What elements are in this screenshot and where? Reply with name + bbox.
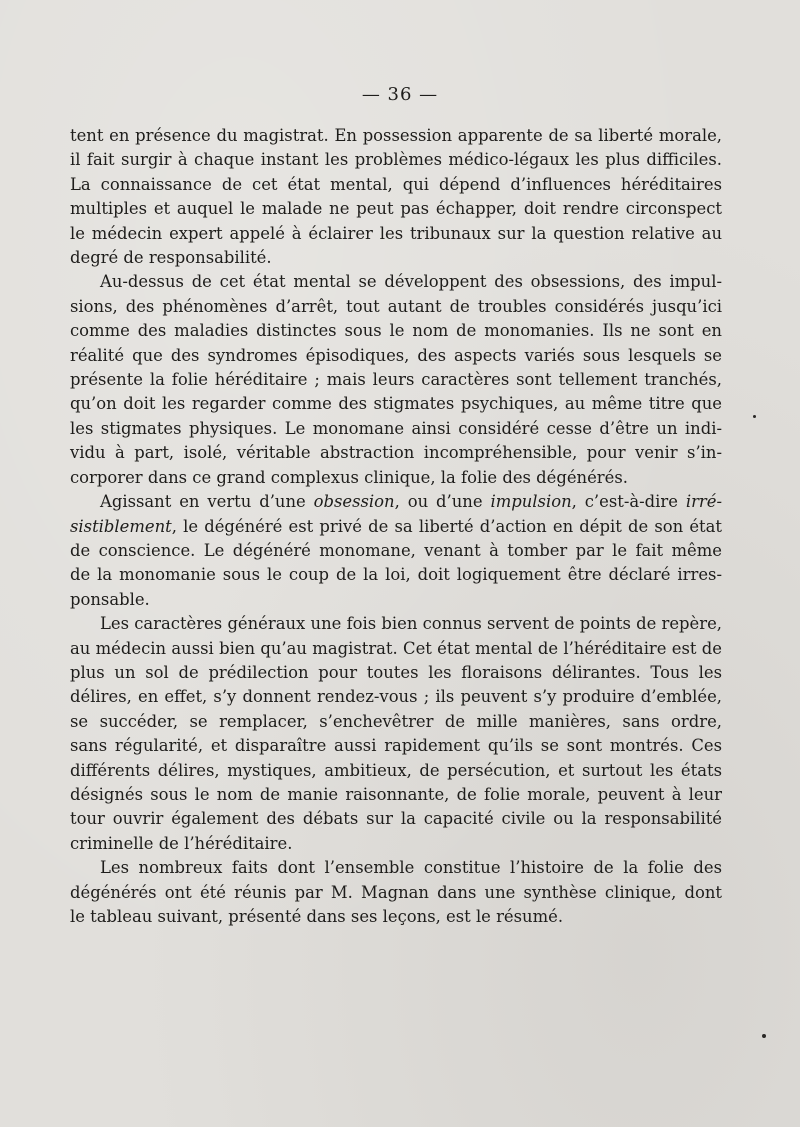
text-line: se succéder, se remplacer, s’enchevêtrer de mille manières, sans ordre, xyxy=(70,711,722,731)
text-line: il fait surgir à chaque instant les problèmes médico-légaux les plus difficiles. xyxy=(70,150,722,170)
text-run: , c’est-à-dire xyxy=(571,492,686,512)
text-line: présente la folie héréditaire ; mais leurs caractères sont tellement tranchés, xyxy=(70,370,722,390)
italic-run: sistiblement xyxy=(70,516,172,536)
text-line: réalité que des syndromes épisodiques, des aspects variés sous lesquels se xyxy=(70,345,722,365)
text-line: sions, des phénomènes d’arrêt, tout autant de troubles considérés jusqu’ici xyxy=(70,296,722,316)
text-line: plus un sol de prédilection pour toutes les floraisons délirantes. Tous les xyxy=(70,662,722,682)
text-line xyxy=(70,515,722,539)
text-run: , ou d’une xyxy=(394,492,491,512)
italic-run: obsession xyxy=(313,492,395,512)
text-line: vidu à part, isolé, véritable abstraction incompréhensible, pour venir s’in- xyxy=(70,443,722,463)
text-line: le médecin expert appelé à éclairer les tribunaux sur la question relative au xyxy=(70,223,722,243)
text-line: différents délires, mystiques, ambitieux, de persécution, et surtout les états xyxy=(70,760,722,780)
text-line: sans régularité, et disparaître aussi rapidement qu’ils se sont montrés. Ces xyxy=(70,736,722,756)
text-line: tent en présence du magistrat. En possession apparente de sa liberté morale, xyxy=(70,126,722,145)
text-line: tour ouvrir également des débats sur la capacité civile ou la responsabilité xyxy=(70,809,722,829)
text-line: dégénérés ont été réunis par M. Magnan dans une synthèse clinique, dont xyxy=(70,882,722,902)
paragraph xyxy=(70,856,722,929)
ink-speck xyxy=(753,415,756,418)
text-line: corporer dans ce grand complexus clinique, la folie des dégénérés. xyxy=(70,467,628,487)
paragraph xyxy=(70,490,722,612)
text-line: désignés sous le nom de manie raisonnante, de folie morale, peuvent à leur xyxy=(70,784,722,804)
text-line: au médecin aussi bien qu’au magistrat. Cet état mental de l’héréditaire est de xyxy=(70,638,722,658)
text-line xyxy=(70,490,722,514)
text-line: Les caractères généraux une fois bien connus servent de points de repère, xyxy=(100,614,722,634)
page-number: — 36 — xyxy=(361,84,439,105)
ink-speck xyxy=(762,1034,766,1038)
text-line xyxy=(70,539,722,563)
text-run: de conscience. Le dégénéré monomane, venant à tomber par le fait même xyxy=(70,540,722,560)
paragraph xyxy=(70,270,722,490)
text-line: criminelle de l’héréditaire. xyxy=(70,833,293,853)
text-line: multiples et auquel le malade ne peut pas échapper, doit rendre circonspect xyxy=(70,199,722,219)
paragraph xyxy=(70,612,722,856)
italic-run: impulsion xyxy=(490,492,572,512)
text-run: Agissant en vertu d’une xyxy=(100,492,314,512)
text-run: ponsable. xyxy=(70,589,150,609)
text-line: Les nombreux faits dont l’ensemble constitue l’histoire de la folie des xyxy=(100,858,722,878)
text-line: les stigmates physiques. Le monomane ainsi considéré cesse d’être un indi- xyxy=(70,418,722,438)
text-line: délires, en effet, s’y donnent rendez-vous ; ils peuvent s’y produire d’emblée, xyxy=(70,687,722,707)
text-line xyxy=(70,563,722,587)
italic-run: irré- xyxy=(685,492,723,512)
body-text xyxy=(70,124,722,929)
text-run: de la monomanie sous le coup de la loi, doit logiquement être déclaré irres- xyxy=(70,565,722,585)
text-line: qu’on doit les regarder comme des stigmates psychiques, au même titre que xyxy=(70,394,722,414)
text-line: le tableau suivant, présenté dans ses leçons, est le résumé. xyxy=(70,907,564,926)
paragraph xyxy=(70,124,722,270)
text-run: , le dégénéré est privé de sa liberté d’action en dépit de son état xyxy=(171,516,722,536)
text-line: La connaissance de cet état mental, qui dépend d’influences héréditaires xyxy=(70,174,722,194)
text-line: Au-dessus de cet état mental se développent des obsessions, des impul- xyxy=(100,272,722,292)
text-line xyxy=(70,588,722,612)
text-line: comme des maladies distinctes sous le nom de monomanies. Ils ne sont en xyxy=(70,321,722,341)
text-line: degré de responsabilité. xyxy=(70,248,272,268)
